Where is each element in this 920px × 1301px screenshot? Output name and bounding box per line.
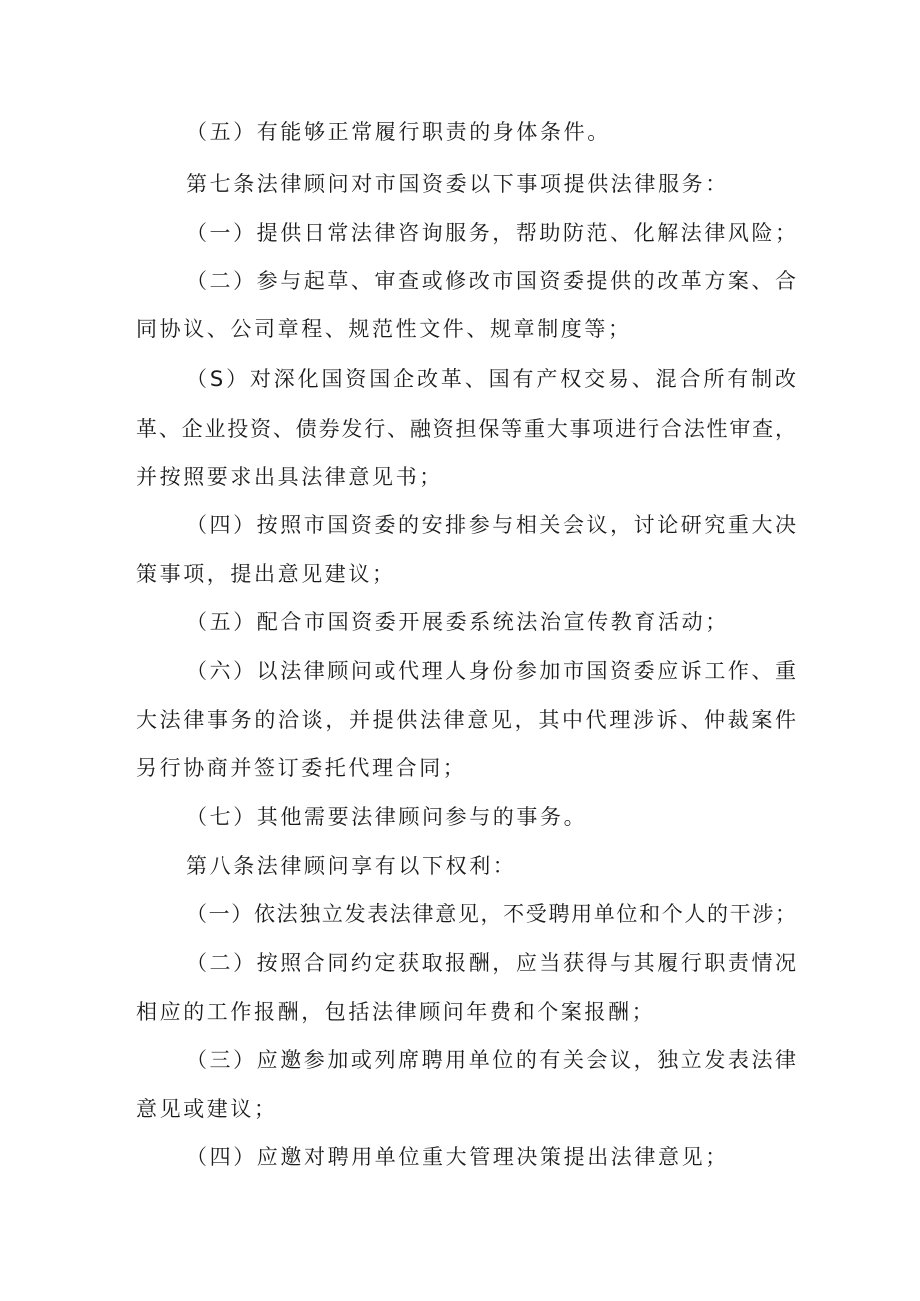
text-line: （七）其他需要法律顾问参与的事务。 [186, 805, 588, 829]
text-line: （S）对深化国资国企改革、国有产权交易、混合所有制改 [186, 367, 796, 391]
text-line: （二）按照合同约定获取报酬，应当获得与其履行职责情况 [186, 951, 796, 975]
text-line: 革、企业投资、债券发行、融资担保等重大事项进行合法性审查， [136, 417, 796, 441]
text-line: （一）依法独立发表法律意见，不受聘用单位和个人的干涉； [186, 902, 796, 926]
text-line: （四）按照市国资委的安排参与相关会议，讨论研究重大决 [186, 513, 796, 537]
text-line: （六）以法律顾问或代理人身份参加市国资委应诉工作、重 [186, 659, 796, 683]
text-line: 策事项，提出意见建议； [136, 562, 396, 586]
text-line: （三）应邀参加或列席聘用单位的有关会议，独立发表法律 [186, 1048, 796, 1072]
text-line: 另行协商并签订委托代理合同； [136, 756, 467, 780]
text-line: 大法律事务的洽谈，并提供法律意见，其中代理涉诉、仲裁案件 [136, 708, 796, 732]
text-line: 并按照要求出具法律意见书； [136, 465, 443, 489]
text-line: （五）配合市国资委开展委系统法治宣传教育活动； [186, 610, 729, 634]
text-line: 同协议、公司章程、规范性文件、规章制度等； [136, 317, 632, 341]
text-line: 相应的工作报酬，包括法律顾问年费和个案报酬； [136, 1000, 656, 1024]
text-line: （四）应邀对聘用单位重大管理决策提出法律意见； [186, 1145, 729, 1169]
article-heading: 第七条法律顾问对市国资委以下事项提供法律服务： [186, 172, 729, 196]
text-line: （五）有能够正常履行职责的身体条件。 [186, 120, 611, 144]
article-heading: 第八条法律顾问享有以下权利： [186, 854, 517, 878]
text-line: 意见或建议； [136, 1097, 278, 1121]
text-line: （一）提供日常法律咨询服务，帮助防范、化解法律风险； [186, 221, 796, 245]
text-line: （二）参与起草、审查或修改市国资委提供的改革方案、合 [186, 269, 796, 293]
